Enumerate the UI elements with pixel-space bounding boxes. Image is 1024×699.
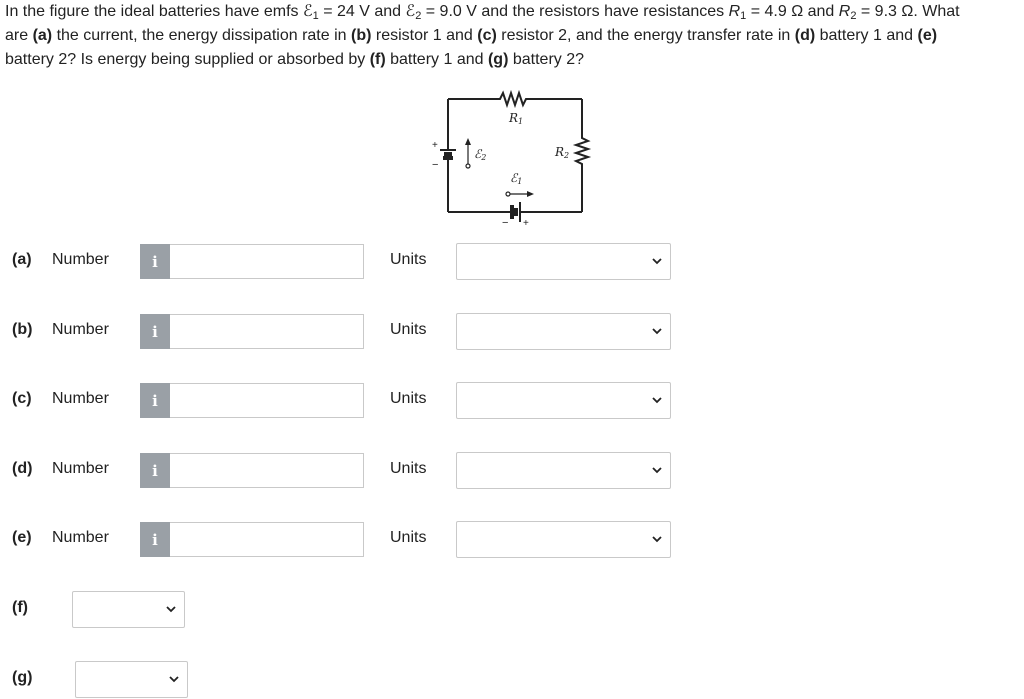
- question-line-3: battery 2? Is energy being supplied or absorbed by (f) battery 1 and (g) battery 2?: [5, 51, 585, 68]
- supplied-absorbed-select[interactable]: [75, 661, 188, 698]
- chevron-down-icon: [651, 464, 663, 476]
- units-select[interactable]: [456, 452, 671, 489]
- emf-1-arrowhead: [527, 191, 534, 197]
- battery-2-plus: +: [432, 140, 438, 151]
- battery-1-plus: +: [523, 218, 529, 226]
- units-label: Units: [390, 529, 427, 546]
- number-label: Number: [52, 321, 109, 338]
- emf-1-arrow: [506, 192, 528, 196]
- chevron-down-icon: [168, 673, 180, 685]
- number-label: Number: [52, 529, 109, 546]
- question-text: [5, 0, 1024, 72]
- units-label: Units: [390, 251, 427, 268]
- part-label: (f): [12, 599, 28, 616]
- number-input[interactable]: [170, 383, 364, 418]
- info-button[interactable]: i: [140, 522, 170, 557]
- battery-1-minus: −: [502, 217, 509, 226]
- right-wire: [576, 99, 588, 212]
- answer-row-c: [0, 382, 1024, 420]
- answer-row-b: [0, 313, 1024, 351]
- part-label: (b): [12, 321, 33, 338]
- number-label: Number: [52, 460, 109, 477]
- number-input[interactable]: [170, 453, 364, 488]
- chevron-down-icon: [651, 394, 663, 406]
- r1-label: R1: [509, 111, 524, 126]
- chevron-down-icon: [651, 533, 663, 545]
- answer-row-d: [0, 452, 1024, 490]
- number-label: Number: [52, 390, 109, 407]
- chevron-down-icon: [651, 325, 663, 337]
- chevron-down-icon: [651, 255, 663, 267]
- chevron-down-icon: [165, 603, 177, 615]
- part-label: (g): [12, 669, 33, 686]
- circuit-figure: [430, 86, 600, 226]
- question-line-2: are (a) the current, the energy dissipation rate in (b) resistor 1 and (c) resistor 2, and the energy transfer rate in (d) battery 1 and (e): [5, 27, 938, 44]
- battery-2-symbol: [440, 150, 456, 158]
- info-button[interactable]: i: [140, 383, 170, 418]
- part-label: (e): [12, 529, 32, 546]
- answer-row-a: [0, 243, 1024, 281]
- number-input[interactable]: [170, 244, 364, 279]
- part-label: (a): [12, 251, 32, 268]
- units-select[interactable]: [456, 243, 671, 280]
- units-label: Units: [390, 321, 427, 338]
- number-input[interactable]: [170, 522, 364, 557]
- units-select[interactable]: [456, 521, 671, 558]
- part-label: (c): [12, 390, 32, 407]
- emf-1-label: ℰ1: [510, 171, 523, 186]
- supplied-absorbed-select[interactable]: [72, 591, 185, 628]
- units-label: Units: [390, 460, 427, 477]
- units-select[interactable]: [456, 313, 671, 350]
- number-input[interactable]: [170, 314, 364, 349]
- info-button[interactable]: i: [140, 244, 170, 279]
- part-label: (d): [12, 460, 33, 477]
- emf-2-arrow: [466, 144, 470, 168]
- r2-label: R2: [555, 145, 570, 160]
- emf-2-arrowhead: [465, 138, 471, 145]
- battery-2-minus: −: [432, 159, 439, 171]
- number-label: Number: [52, 251, 109, 268]
- units-label: Units: [390, 390, 427, 407]
- info-button[interactable]: i: [140, 453, 170, 488]
- info-button[interactable]: i: [140, 314, 170, 349]
- circuit-diagram: [430, 86, 600, 226]
- units-select[interactable]: [456, 382, 671, 419]
- top-wire: [448, 93, 582, 105]
- choice-row-f: [0, 591, 1024, 629]
- choice-row-g: [0, 661, 1024, 699]
- question-line-1: In the figure the ideal batteries have emfs ℰ$_1$ = 24 V and ℰ$_2$ = 9.0 V and the resistors have resistances $R_1 = 4.9$ Ω and $R_2 = 9.3$ Ω. What: [5, 3, 960, 22]
- emf-2-label: ℰ2: [474, 147, 487, 162]
- battery-1-symbol: [512, 202, 520, 222]
- answer-row-e: [0, 521, 1024, 559]
